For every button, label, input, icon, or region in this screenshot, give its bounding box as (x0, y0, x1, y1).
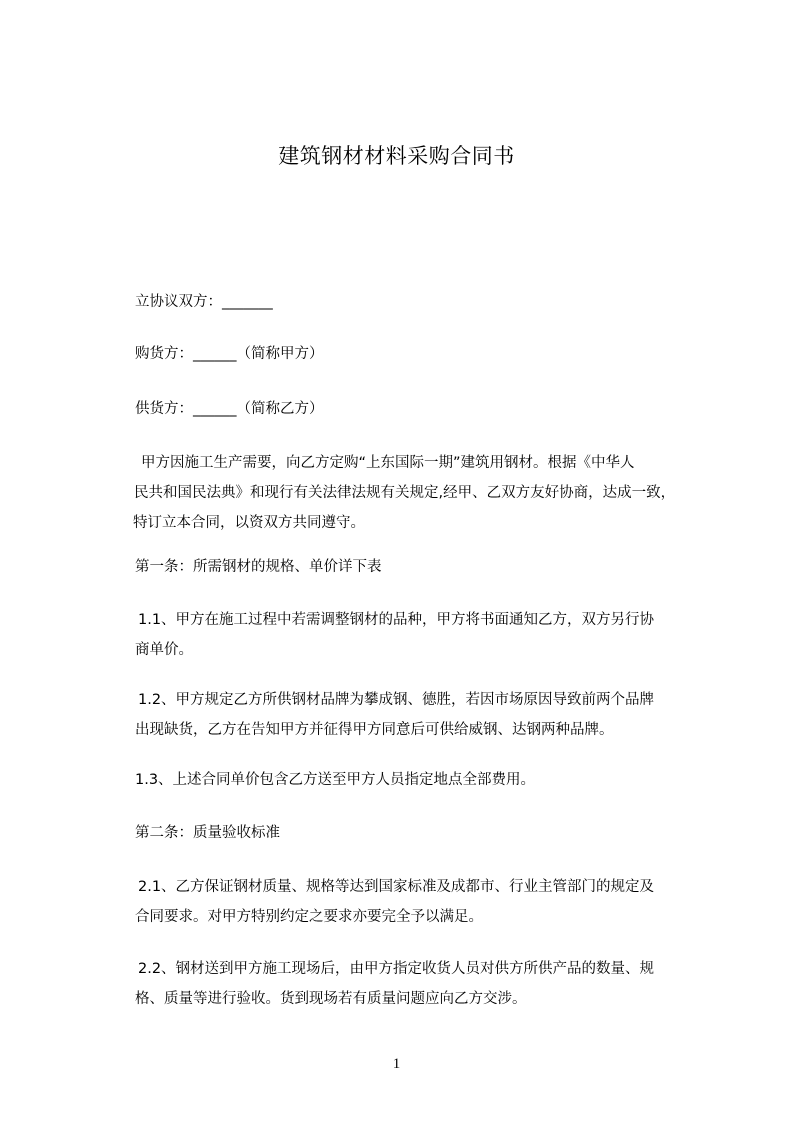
article-1-heading: 第一条：所需钢材的规格、单价详下表 (135, 559, 382, 575)
clause-line: 2.1、乙方保证钢材质量、规格等达到国家标准及成都市、行业主管部门的规定及 (138, 879, 655, 895)
clause-2-2 (135, 954, 715, 1014)
clause-1-1 (135, 605, 715, 665)
intro-line: 民共和国民法典》和现行有关法律法规有关规定,经甲、乙双方友好协商，达成一致， (134, 485, 676, 501)
clause-line: 商单价。 (135, 642, 193, 658)
clause-line: 合同要求。对甲方特别约定之要求亦要完全予以满足。 (135, 909, 483, 925)
intro-line: 甲方因施工生产需要，向乙方定购“上东国际一期”建筑用钢材。根据《中华人 (141, 455, 635, 471)
intro-paragraph (135, 448, 715, 538)
agreement-parties-line: 立协议双方：_______ (135, 294, 273, 310)
clause-line: 1.1、甲方在施工过程中若需调整钢材的品种，甲方将书面通知乙方，双方另行协 (138, 612, 655, 628)
clause-1-3: 1.3、上述合同单价包含乙方送至甲方人员指定地点全部费用。 (135, 772, 536, 788)
intro-line: 特订立本合同，以资双方共同遵守。 (133, 515, 365, 531)
clause-line: 2.2、钢材送到甲方施工现场后，由甲方指定收货人员对供方所供产品的数量、规 (138, 961, 655, 977)
document-title: 建筑钢材材料采购合同书 (278, 144, 515, 168)
article-2-heading: 第二条：质量验收标准 (135, 825, 280, 841)
clause-2-1 (135, 872, 715, 932)
clause-line: 出现缺货，乙方在告知甲方并征得甲方同意后可供给威钢、达钢两种品牌。 (135, 722, 614, 738)
page-number: 1 (392, 1056, 401, 1072)
seller-line: 供货方：______（简称乙方） (135, 401, 324, 417)
clause-1-2 (135, 685, 715, 745)
clause-line: 1.2、甲方规定乙方所供钢材品牌为攀成钢、德胜，若因市场原因导致前两个品牌 (138, 692, 655, 708)
buyer-line: 购货方：______（简称甲方） (135, 346, 324, 362)
clause-line: 格、质量等进行验收。货到现场若有质量问题应向乙方交涉。 (135, 991, 527, 1007)
